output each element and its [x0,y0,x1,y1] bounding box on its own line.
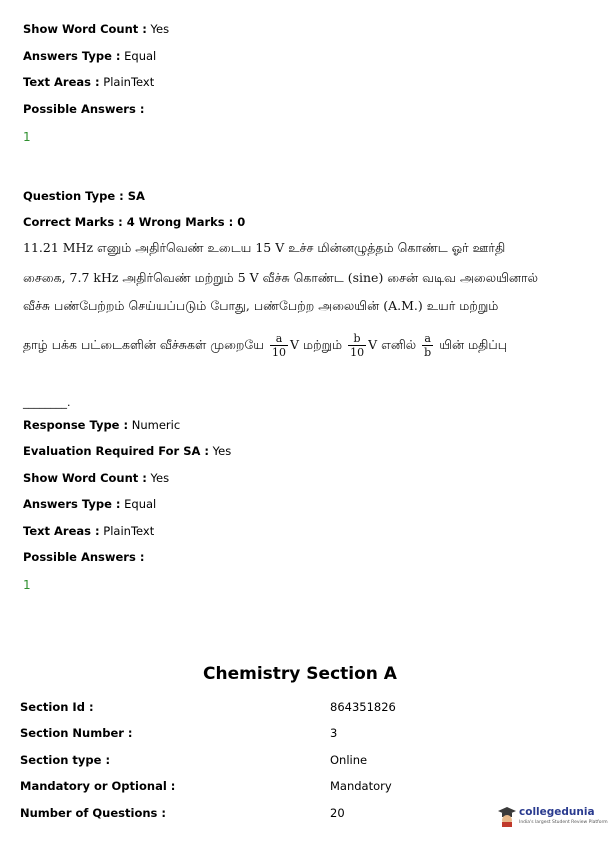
field-label: Response Type : [23,418,129,432]
fraction-denominator: 10 [272,346,286,359]
field-label: Possible Answers : [23,550,145,564]
field-label: Possible Answers : [23,102,145,116]
section-number-value: 3 [330,726,338,740]
field-label: Text Areas : [23,75,100,89]
field-value: PlainText [99,75,155,89]
field-value: Equal [120,49,157,63]
field-value: Numeric [128,418,181,432]
question-marks [23,215,245,229]
question-line-4 [23,332,507,359]
section-id-label: Section Id : [20,700,94,714]
fraction-b-over-10 [348,332,366,359]
question-line-1: 11.21 MHz எனும் அதிர்வெண் உடைய 15 V உச்ச மின்னழுத்தம் கொண்ட ஓர் ஊர்தி [23,240,506,255]
possible-answer-value: 1 [23,578,31,592]
question-line-2: சைகை, 7.7 kHz அதிர்வெண் மற்றும் 5 V வீச்சு கொண்ட (sine) சைன் வடிவ அலையினால் [23,270,538,285]
field-value: Yes [209,444,232,458]
logo-tagline: India's largest Student Review Platform [519,820,608,825]
question-type [23,189,145,203]
mandatory-label: Mandatory or Optional : [20,779,176,793]
fraction-a-over-b [422,332,433,359]
answer-blank: ________. [23,396,71,409]
mandatory-value: Mandatory [330,779,392,793]
collegedunia-logo [497,802,608,832]
field-label: Answers Type : [23,497,121,511]
question-text: தாழ் பக்க பட்டைகளின் வீச்சுகள் முறையே [23,337,265,352]
fraction-denominator: b [424,346,432,359]
number-of-questions-label: Number of Questions : [20,806,166,820]
logo-brand: collegedunia [519,806,595,818]
text-areas-row [23,524,154,538]
section-type-value: Online [330,753,368,767]
possible-answers-row [23,550,144,564]
field-value: Yes [146,22,170,36]
field-label: Text Areas : [23,524,100,538]
answers-type-row [23,497,156,511]
show-word-count-row [23,471,169,485]
possible-answer-value: 1 [23,130,31,144]
question-marks-text: Correct Marks : 4 Wrong Marks : 0 [23,215,246,229]
field-label: Show Word Count : [23,22,147,36]
section-title: Chemistry Section A [203,664,397,684]
field-label: Evaluation Required For SA : [23,444,210,458]
question-type-text: Question Type : SA [23,189,145,203]
field-label: Show Word Count : [23,471,147,485]
fraction-numerator: a [422,332,433,346]
evaluation-row [23,444,231,458]
field-label: Answers Type : [23,49,121,63]
question-text: மற்றும் [303,337,343,352]
unit-text: V [368,337,378,352]
text-areas-row [23,75,154,89]
response-type-row [23,418,180,432]
fraction-denominator: 10 [350,346,365,359]
fraction-numerator: b [348,332,366,346]
field-value: PlainText [99,524,155,538]
number-of-questions-value: 20 [330,806,345,820]
fraction-a-over-10 [270,332,288,359]
graduation-cap-icon [497,805,517,827]
answers-type-row [23,49,156,63]
field-value: Yes [146,471,170,485]
question-line-3: வீச்சு பண்பேற்றம் செய்யப்படும் போது, பண்பேற்ற அலையின் (A.M.) உயர் மற்றும் [23,298,499,313]
question-text: எனில் [381,337,417,352]
show-word-count-row [23,22,169,36]
possible-answers-row [23,102,144,116]
field-value: Equal [120,497,157,511]
section-type-label: Section type : [20,753,111,767]
unit-text: V [290,337,300,352]
question-text: யின் மதிப்பு [439,337,508,352]
section-id-value: 864351826 [330,700,396,714]
section-number-label: Section Number : [20,726,133,740]
fraction-numerator: a [270,332,288,346]
